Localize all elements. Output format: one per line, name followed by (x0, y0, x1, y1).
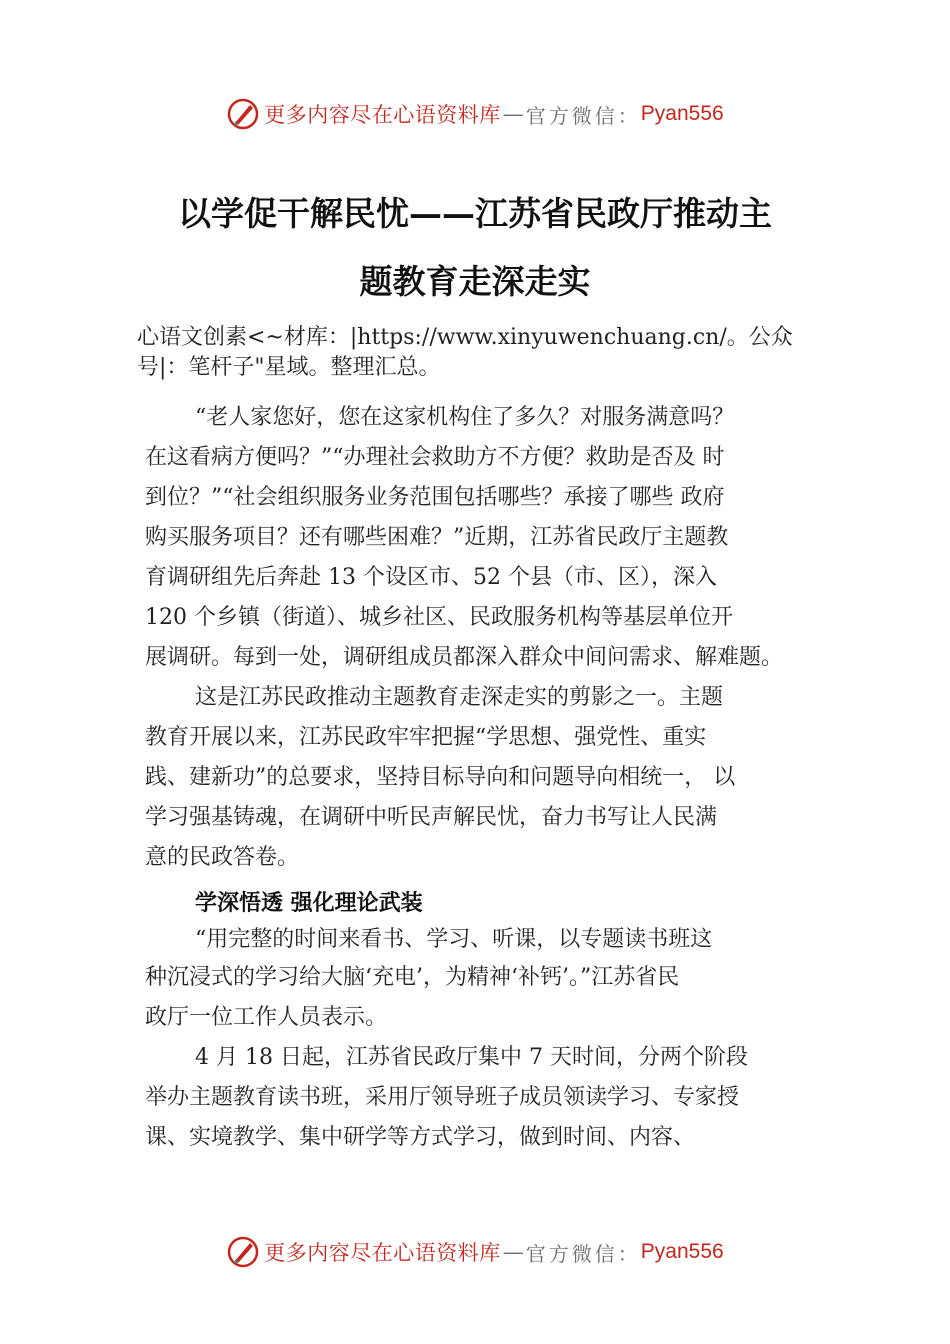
document-title-line-2: 题教育走深走实 (359, 262, 591, 301)
watermark-text: 更多内容尽在心语资料库 (264, 103, 501, 127)
source-line-2: 号|：笔杆子"星域。整理汇总。 (137, 355, 441, 380)
top-watermark-banner (0, 94, 950, 134)
brush-logo-icon (226, 1235, 260, 1269)
para2-line-3: 践、建新功”的总要求，坚持目标导向和问题导向相统一， 以 (145, 765, 736, 790)
para3-line-3: 政厅一位工作人员表示。 (145, 1005, 388, 1030)
para1-line-2: 在这看病方便吗？”“办理社会救助方不方便？救助是否及 时 (145, 445, 725, 470)
watermark-text: 更多内容尽在心语资料库 (264, 1241, 501, 1265)
watermark-dash: — (502, 102, 524, 126)
para1-line-6: 120 个乡镇（街道）、城乡社区、民政服务机构等基层单位开 (145, 605, 733, 630)
wechat-label: 官方微信： (525, 103, 641, 128)
para2-line-1: 这是江苏民政推动主题教育走深走实的剪影之一。主题 (195, 685, 724, 710)
para4-line-3: 课、实境教学、集中研学等方式学习，做到时间、内容、 (145, 1125, 696, 1150)
para1-line-1: “老人家您好，您在这家机构住了多久？对服务满意吗？ (195, 405, 735, 430)
para1-line-4: 购买服务项目？还有哪些困难？”近期，江苏省民政厅主题教 (145, 525, 729, 550)
wechat-id: Pyan556 (640, 102, 724, 125)
para1-line-3: 到位？”“社会组织服务业务范围包括哪些？承接了哪些 政府 (145, 485, 725, 510)
document-title-line-1: 以学促干解民忧——江苏省民政厅推动主 (178, 194, 772, 233)
para3-line-2: 种沉浸式的学习给大脑‘充电’，为精神‘补钙’。”江苏省民 (145, 965, 680, 990)
para2-line-5: 意的民政答卷。 (145, 845, 300, 870)
para4-line-2: 举办主题教育读书班，采用厅领导班子成员领读学习、专家授 (145, 1085, 740, 1110)
para3-line-1: “用完整的时间来看书、学习、听课，以专题读书班这 (195, 927, 713, 952)
source-line-1: 心语文创素<~材库：|https://www.xinyuwenchuang.cn/。公众 (137, 325, 793, 350)
bottom-watermark-banner (0, 1232, 950, 1272)
para1-line-5: 育调研组先后奔赴 13 个设区市、52 个县（市、区），深入 (145, 565, 717, 590)
wechat-label: 官方微信： (525, 1241, 641, 1266)
wechat-id: Pyan556 (640, 1240, 724, 1263)
brush-logo-icon (226, 97, 260, 131)
watermark-dash: — (502, 1240, 524, 1264)
para2-line-4: 学习强基铸魂，在调研中听民声解民忧，奋力书写让人民满 (145, 805, 718, 830)
section-heading: 学深悟透 强化理论武装 (195, 891, 423, 916)
para1-line-7: 展调研。每到一处，调研组成员都深入群众中间问需求、解难题。 (145, 645, 784, 670)
para4-line-1: 4 月 18 日起，江苏省民政厅集中 7 天时间，分两个阶段 (195, 1045, 748, 1070)
para2-line-2: 教育开展以来，江苏民政牢牢把握“学思想、强党性、重实 (145, 725, 707, 750)
